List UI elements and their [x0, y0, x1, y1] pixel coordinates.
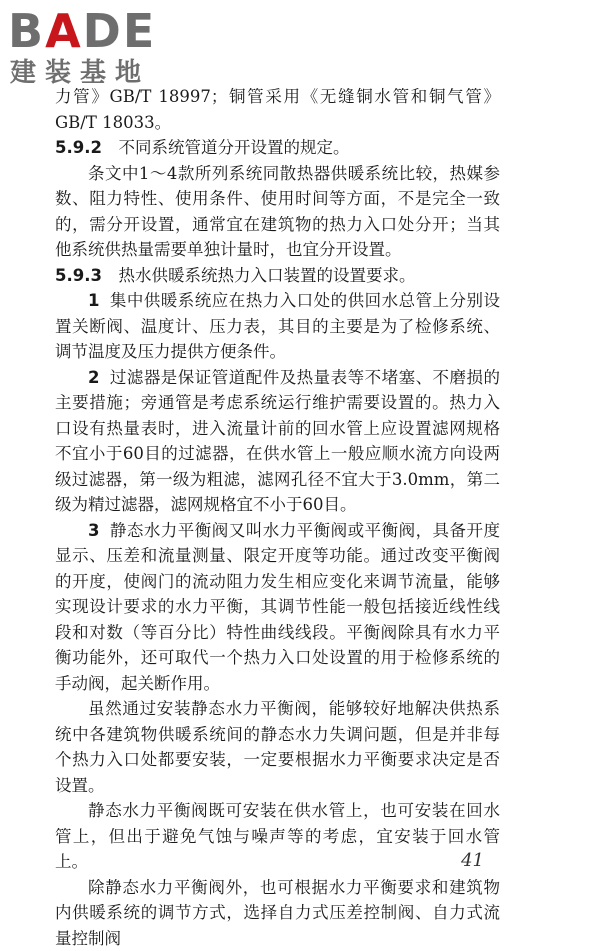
- list-item-3: [55, 518, 500, 697]
- logo-wordmark: BADE: [8, 6, 156, 56]
- list-item-2: [55, 365, 500, 518]
- section-title: 不同系统管道分开设置的规定。: [118, 138, 349, 157]
- document-body: [55, 84, 500, 951]
- paragraph: 静态水力平衡阀既可安装在供水管上，也可安装在回水管上，但出于避免气蚀与噪声等的考虑，宜安装于回水管上。: [55, 798, 500, 875]
- paragraph: 除静态水力平衡阀外，也可根据水力平衡要求和建筑物内供暖系统的调节方式，选择自力式压差控制阀、自力式流量控制阀: [55, 875, 500, 951]
- section-5-9-2-heading: [55, 135, 500, 161]
- item-number: 1: [88, 291, 99, 310]
- list-item-1: [55, 288, 500, 365]
- item-number: 2: [88, 368, 99, 387]
- item-number: 3: [88, 521, 99, 540]
- item-text: 过滤器是保证管道配件及热量表等不堵塞、不磨损的主要措施；旁通管是考虑系统运行维护需要设置的。热力入口设有热量表时，进入流量计前的回水管上应设置滤网规格不宜小于60目的过滤器，在供水管上一般应顺水流方向设两级过滤器，第一级为粗滤，滤网孔径不宜大于3.0mm，第二级为精过滤器，滤网规格宜不小于60目。: [55, 368, 500, 515]
- section-number: 5.9.2: [55, 138, 102, 157]
- logo-subtitle: 建装基地: [10, 58, 150, 88]
- item-text: 静态水力平衡阀又叫水力平衡阀或平衡阀，具备开度显示、压差和流量测量、限定开度等功能。通过改变平衡阀的开度，使阀门的流动阻力发生相应变化来调节流量，能够实现设计要求的水力平衡，其调节性能一般包括接近线性线段和对数（等百分比）特性曲线线段。平衡阀除具有水力平衡功能外，还可取代一个热力入口处设置的用于检修系统的手动阀，起关断作用。: [55, 521, 500, 693]
- bade-logo: [8, 6, 178, 92]
- paragraph: 条文中1～4款所列系统同散热器供暖系统比较，热媒参数、阻力特性、使用条件、使用时间等方面，不是完全一致的，需分开设置，通常宜在建筑物的热力入口处分开；当其他系统供热量需要单独计量时，也宜分开设置。: [55, 161, 500, 263]
- page-number: 41: [461, 850, 484, 871]
- section-title: 热水供暖系统热力入口装置的设置要求。: [118, 266, 415, 285]
- section-5-9-3-heading: [55, 263, 500, 289]
- item-text: 集中供暖系统应在热力入口处的供回水总管上分别设置关断阀、温度计、压力表，其目的主要是为了检修系统、调节温度及压力提供方便条件。: [55, 291, 500, 361]
- paragraph-continued: 力管》GB/T 18997；铜管采用《无缝铜水管和铜气管》GB/T 18033。: [55, 84, 500, 135]
- section-number: 5.9.3: [55, 266, 102, 285]
- paragraph: 虽然通过安装静态水力平衡阀，能够较好地解决供热系统中各建筑物供暖系统间的静态水力失调问题，但是并非每个热力入口处都要安装，一定要根据水力平衡要求决定是否设置。: [55, 696, 500, 798]
